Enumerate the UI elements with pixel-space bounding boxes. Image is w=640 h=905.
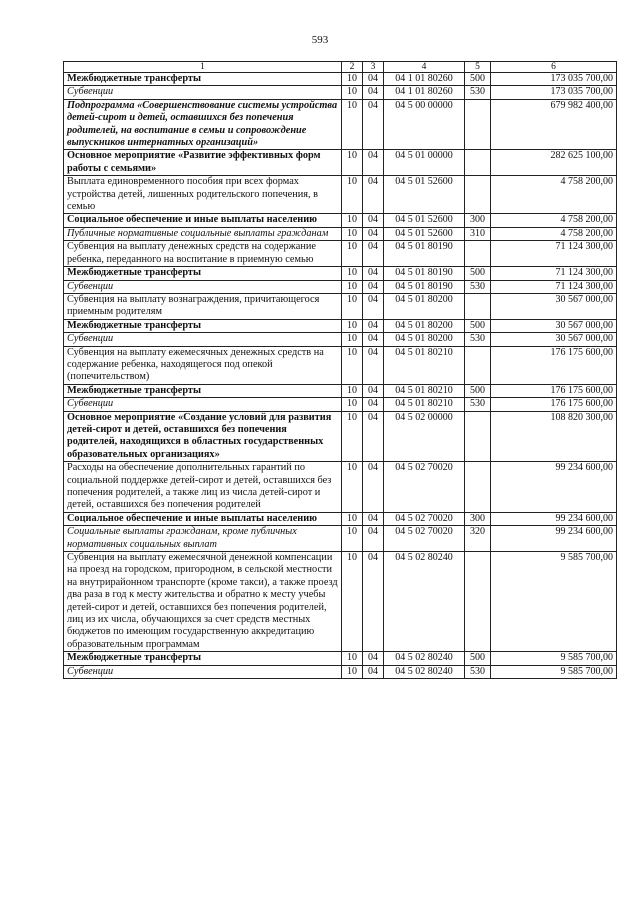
row-subsection: 04 (363, 552, 384, 652)
row-amount: 679 982 400,00 (491, 99, 617, 150)
row-expense-type (465, 293, 491, 319)
table-row (64, 99, 617, 150)
row-amount: 4 758 200,00 (491, 214, 617, 227)
table-row (64, 333, 617, 346)
table-row (64, 526, 617, 552)
row-subsection: 04 (363, 214, 384, 227)
row-subsection: 04 (363, 526, 384, 552)
row-section: 10 (342, 214, 363, 227)
table-row (64, 411, 617, 462)
row-amount: 108 820 300,00 (491, 411, 617, 462)
row-section: 10 (342, 462, 363, 513)
row-expense-type (465, 99, 491, 150)
row-target-article: 04 5 01 80190 (384, 280, 465, 293)
row-expense-type (465, 150, 491, 176)
row-target-article: 04 5 01 80190 (384, 267, 465, 280)
row-subsection: 04 (363, 241, 384, 267)
row-amount: 71 124 300,00 (491, 267, 617, 280)
row-subsection: 04 (363, 665, 384, 678)
row-target-article: 04 5 02 00000 (384, 411, 465, 462)
row-expense-type: 310 (465, 227, 491, 240)
row-amount: 282 625 100,00 (491, 150, 617, 176)
table-row (64, 227, 617, 240)
row-section: 10 (342, 384, 363, 397)
row-section: 10 (342, 73, 363, 86)
row-target-article: 04 5 02 80240 (384, 652, 465, 665)
row-expense-type: 320 (465, 526, 491, 552)
row-expense-type: 500 (465, 267, 491, 280)
table-row (64, 176, 617, 214)
row-expense-type: 300 (465, 512, 491, 525)
table-row (64, 652, 617, 665)
table-row (64, 150, 617, 176)
row-expense-type: 530 (465, 280, 491, 293)
row-section: 10 (342, 319, 363, 332)
row-section: 10 (342, 267, 363, 280)
table-row (64, 293, 617, 319)
row-amount: 4 758 200,00 (491, 176, 617, 214)
row-subsection: 04 (363, 280, 384, 293)
row-name: Субвенция на выплату денежных средств на содержание ребенка, переданного на воспитание в приемную семью (64, 241, 342, 267)
row-section: 10 (342, 150, 363, 176)
row-amount: 176 175 600,00 (491, 384, 617, 397)
row-target-article: 04 5 02 80240 (384, 552, 465, 652)
row-name: Основное мероприятие «Развитие эффективных форм работы с семьями» (64, 150, 342, 176)
row-amount: 30 567 000,00 (491, 319, 617, 332)
row-subsection: 04 (363, 150, 384, 176)
header-col-3: 3 (363, 62, 384, 73)
row-section: 10 (342, 652, 363, 665)
row-target-article: 04 5 01 80190 (384, 241, 465, 267)
row-expense-type (465, 346, 491, 384)
row-name: Субвенции (64, 333, 342, 346)
row-subsection: 04 (363, 86, 384, 99)
row-name: Субвенции (64, 86, 342, 99)
table-header-row (64, 62, 617, 73)
row-name: Межбюджетные трансферты (64, 384, 342, 397)
header-col-1: 1 (64, 62, 342, 73)
table-row (64, 384, 617, 397)
row-expense-type (465, 411, 491, 462)
row-expense-type: 500 (465, 652, 491, 665)
row-expense-type: 530 (465, 665, 491, 678)
row-section: 10 (342, 665, 363, 678)
row-name: Социальные выплаты гражданам, кроме публичных нормативных социальных выплат (64, 526, 342, 552)
row-name: Социальное обеспечение и иные выплаты населению (64, 214, 342, 227)
row-amount: 9 585 700,00 (491, 665, 617, 678)
row-amount: 71 124 300,00 (491, 280, 617, 293)
row-subsection: 04 (363, 398, 384, 411)
row-section: 10 (342, 398, 363, 411)
row-amount: 99 234 600,00 (491, 512, 617, 525)
row-amount: 4 758 200,00 (491, 227, 617, 240)
row-section: 10 (342, 241, 363, 267)
row-subsection: 04 (363, 319, 384, 332)
row-amount: 173 035 700,00 (491, 73, 617, 86)
row-target-article: 04 5 01 80210 (384, 346, 465, 384)
row-section: 10 (342, 526, 363, 552)
row-amount: 71 124 300,00 (491, 241, 617, 267)
row-name: Субвенции (64, 280, 342, 293)
table-row (64, 319, 617, 332)
row-subsection: 04 (363, 346, 384, 384)
row-subsection: 04 (363, 512, 384, 525)
table-row (64, 241, 617, 267)
row-name: Подпрограмма «Совершенствование системы устройства детей-сирот и детей, оставшихся без попечения родителей, на воспитание в семьи и сопровождение выпускников интернатных организаций» (64, 99, 342, 150)
row-subsection: 04 (363, 73, 384, 86)
row-name: Межбюджетные трансферты (64, 319, 342, 332)
row-amount: 9 585 700,00 (491, 652, 617, 665)
row-target-article: 04 5 02 70020 (384, 512, 465, 525)
row-subsection: 04 (363, 411, 384, 462)
row-subsection: 04 (363, 99, 384, 150)
row-section: 10 (342, 99, 363, 150)
row-name: Субвенции (64, 665, 342, 678)
row-target-article: 04 5 01 80210 (384, 384, 465, 397)
row-name: Субвенция на выплату ежемесячных денежных средств на содержание ребенка, находящегося под опекой (попечительством) (64, 346, 342, 384)
row-subsection: 04 (363, 176, 384, 214)
row-subsection: 04 (363, 333, 384, 346)
row-amount: 30 567 000,00 (491, 293, 617, 319)
row-subsection: 04 (363, 462, 384, 513)
row-name: Субвенции (64, 398, 342, 411)
row-amount: 176 175 600,00 (491, 346, 617, 384)
table-row (64, 398, 617, 411)
row-expense-type (465, 176, 491, 214)
row-section: 10 (342, 280, 363, 293)
table-row (64, 73, 617, 86)
row-target-article: 04 1 01 80260 (384, 86, 465, 99)
row-target-article: 04 5 02 80240 (384, 665, 465, 678)
row-name: Субвенция на выплату ежемесячной денежной компенсации на проезд на городском, пригородном, в сельской местности на внутрирайонном транспорте (кроме такси), а также проезд два раза в год к месту жительства и обратно к месту учебы детей-сирот и детей, оставшихся без попечения родителей, лиц из их числа, обучающихся за счет средств местных бюджетов по имеющим государственную аккредитацию образовательным программам (64, 552, 342, 652)
row-section: 10 (342, 293, 363, 319)
table-row (64, 552, 617, 652)
row-expense-type (465, 552, 491, 652)
row-target-article: 04 5 00 00000 (384, 99, 465, 150)
table-row (64, 512, 617, 525)
row-target-article: 04 5 01 52600 (384, 227, 465, 240)
row-expense-type (465, 241, 491, 267)
row-target-article: 04 5 01 00000 (384, 150, 465, 176)
row-section: 10 (342, 552, 363, 652)
table-row (64, 462, 617, 513)
row-expense-type: 500 (465, 73, 491, 86)
row-target-article: 04 5 02 70020 (384, 462, 465, 513)
row-amount: 176 175 600,00 (491, 398, 617, 411)
row-name: Субвенция на выплату вознаграждения, причитающегося приемным родителям (64, 293, 342, 319)
header-col-4: 4 (384, 62, 465, 73)
row-name: Межбюджетные трансферты (64, 73, 342, 86)
row-target-article: 04 1 01 80260 (384, 73, 465, 86)
header-col-2: 2 (342, 62, 363, 73)
table-row (64, 214, 617, 227)
table-row (64, 86, 617, 99)
page-number: 593 (311, 34, 329, 46)
row-target-article: 04 5 01 80200 (384, 293, 465, 319)
row-subsection: 04 (363, 227, 384, 240)
row-expense-type (465, 462, 491, 513)
row-subsection: 04 (363, 267, 384, 280)
row-section: 10 (342, 411, 363, 462)
row-expense-type: 530 (465, 398, 491, 411)
row-section: 10 (342, 346, 363, 384)
table-row (64, 280, 617, 293)
row-name: Межбюджетные трансферты (64, 267, 342, 280)
row-name: Основное мероприятие «Создание условий для развития детей-сирот и детей, оставшихся без попечения родителей, находящихся в областных государственных образовательных организациях» (64, 411, 342, 462)
row-amount: 9 585 700,00 (491, 552, 617, 652)
row-target-article: 04 5 01 52600 (384, 214, 465, 227)
row-subsection: 04 (363, 384, 384, 397)
row-amount: 30 567 000,00 (491, 333, 617, 346)
row-subsection: 04 (363, 293, 384, 319)
row-target-article: 04 5 02 70020 (384, 526, 465, 552)
row-target-article: 04 5 01 80210 (384, 398, 465, 411)
row-target-article: 04 5 01 80200 (384, 319, 465, 332)
row-amount: 99 234 600,00 (491, 462, 617, 513)
row-expense-type: 500 (465, 319, 491, 332)
row-expense-type: 500 (465, 384, 491, 397)
row-name: Межбюджетные трансферты (64, 652, 342, 665)
row-section: 10 (342, 333, 363, 346)
row-name: Социальное обеспечение и иные выплаты населению (64, 512, 342, 525)
row-expense-type: 530 (465, 333, 491, 346)
budget-table (63, 61, 617, 679)
header-col-6: 6 (491, 62, 617, 73)
table-row (64, 267, 617, 280)
row-expense-type: 300 (465, 214, 491, 227)
row-section: 10 (342, 86, 363, 99)
row-target-article: 04 5 01 52600 (384, 176, 465, 214)
row-name: Публичные нормативные социальные выплаты гражданам (64, 227, 342, 240)
row-target-article: 04 5 01 80200 (384, 333, 465, 346)
row-name: Расходы на обеспечение дополнительных гарантий по социальной поддержке детей-сирот и детей, оставшихся без попечения родителей, а также лиц из числа детей-сирот и детей, оставшихся без попечения родителей (64, 462, 342, 513)
table-row (64, 346, 617, 384)
row-amount: 173 035 700,00 (491, 86, 617, 99)
row-section: 10 (342, 227, 363, 240)
header-col-5: 5 (465, 62, 491, 73)
row-amount: 99 234 600,00 (491, 526, 617, 552)
row-section: 10 (342, 512, 363, 525)
row-name: Выплата единовременного пособия при всех формах устройства детей, лишенных родительского попечения, в семью (64, 176, 342, 214)
table-row (64, 665, 617, 678)
table-body (64, 73, 617, 679)
row-section: 10 (342, 176, 363, 214)
row-subsection: 04 (363, 652, 384, 665)
row-expense-type: 530 (465, 86, 491, 99)
